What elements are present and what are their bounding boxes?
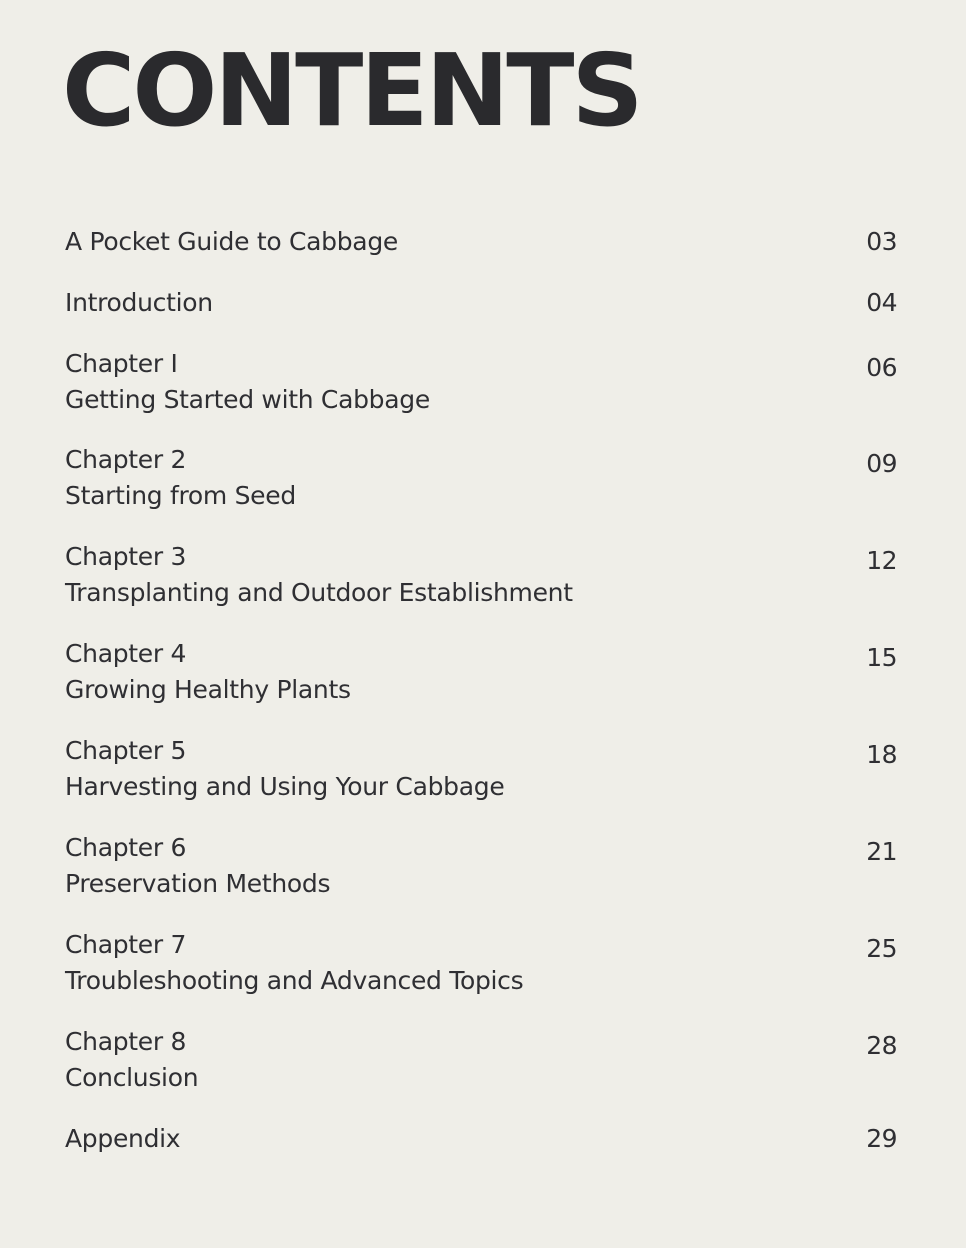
page-number: 28 <box>866 1031 897 1060</box>
page-title: CONTENTS <box>62 32 641 149</box>
chapter-label: Chapter I <box>65 349 178 378</box>
toc-entry[interactable] <box>65 1024 897 1121</box>
page-number: 06 <box>866 353 897 382</box>
chapter-title: Growing Healthy Plants <box>65 675 351 704</box>
chapter-label: Chapter 5 <box>65 736 187 765</box>
entry-title: A Pocket Guide to Cabbage <box>65 227 398 256</box>
toc-entry[interactable] <box>65 927 897 1024</box>
chapter-title: Transplanting and Outdoor Establishment <box>65 578 573 607</box>
chapter-label: Chapter 7 <box>65 930 187 959</box>
chapter-title: Getting Started with Cabbage <box>65 385 430 414</box>
chapter-title: Conclusion <box>65 1063 199 1092</box>
table-of-contents <box>65 224 897 1182</box>
toc-entry[interactable] <box>65 442 897 539</box>
toc-entry[interactable] <box>65 346 897 442</box>
chapter-title: Troubleshooting and Advanced Topics <box>65 966 524 995</box>
page-number: 25 <box>866 934 897 963</box>
toc-entry[interactable] <box>65 733 897 830</box>
chapter-title: Starting from Seed <box>65 481 296 510</box>
page-number: 12 <box>866 546 897 575</box>
chapter-title: Harvesting and Using Your Cabbage <box>65 772 505 801</box>
page-number: 15 <box>866 643 897 672</box>
entry-title: Introduction <box>65 288 213 317</box>
page-number: 18 <box>866 740 897 769</box>
toc-entry[interactable] <box>65 224 897 285</box>
page-number: 09 <box>866 449 897 478</box>
chapter-label: Chapter 8 <box>65 1027 187 1056</box>
toc-entry[interactable] <box>65 830 897 927</box>
page-number: 21 <box>866 837 897 866</box>
chapter-label: Chapter 6 <box>65 833 187 862</box>
chapter-label: Chapter 3 <box>65 542 187 571</box>
page-number: 04 <box>866 288 897 317</box>
chapter-title: Preservation Methods <box>65 869 331 898</box>
page-number: 03 <box>866 227 897 256</box>
toc-entry[interactable] <box>65 1121 897 1182</box>
toc-entry[interactable] <box>65 539 897 636</box>
entry-title: Appendix <box>65 1124 181 1153</box>
toc-entry[interactable] <box>65 285 897 346</box>
chapter-label: Chapter 4 <box>65 639 187 668</box>
page-number: 29 <box>866 1124 897 1153</box>
chapter-label: Chapter 2 <box>65 445 187 474</box>
toc-entry[interactable] <box>65 636 897 733</box>
